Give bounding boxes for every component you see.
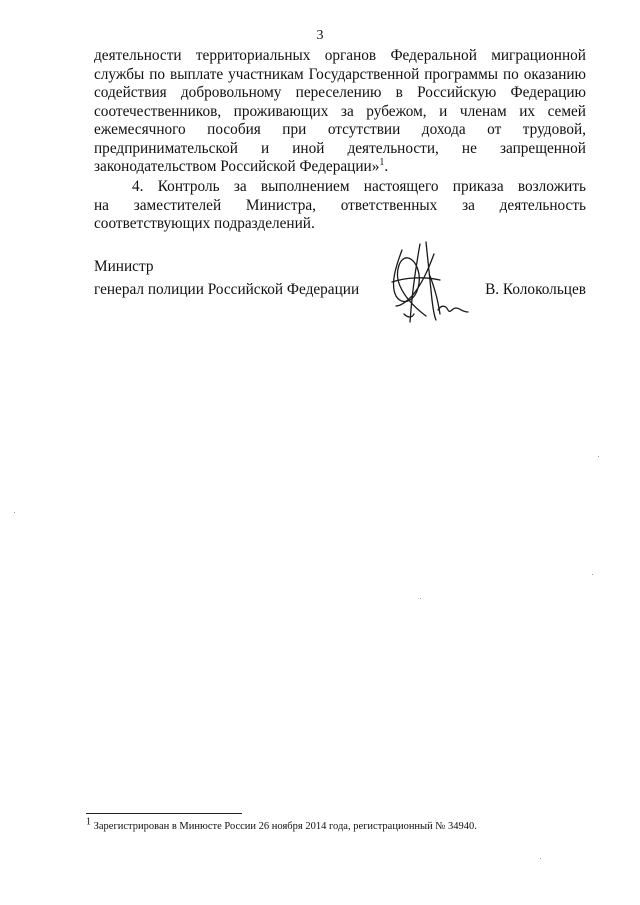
paragraph-1 <box>94 47 586 177</box>
paragraph-2 <box>94 178 586 234</box>
signatory-name: В. Колокольцев <box>485 281 586 298</box>
paragraph-1-line-7-text: законодательством Российской Федерации» <box>94 158 380 175</box>
paragraph-1-line-6: предпринимательской и иной деятельности, не запрещенной <box>94 139 586 157</box>
paragraph-1-line-3: содействия добровольному переселению в Российскую Федерацию <box>94 84 586 101</box>
paragraph-2-line-1: 4. Контроль за выполнением настоящего приказа возложить <box>132 178 586 195</box>
signature-block <box>94 258 586 338</box>
paragraph-2-line-2: на заместителей Министра, ответственных за деятельность <box>94 196 586 214</box>
handwritten-signature <box>382 236 482 336</box>
paragraph-1-end-period: . <box>384 158 389 175</box>
paragraph-2-line-3: соответствующих подразделений. <box>94 215 315 232</box>
footnote-text: Зарегистрирован в Минюсте России 26 ноября 2014 года, регистрационный № 34940. <box>91 821 477 832</box>
footnote <box>86 816 477 833</box>
footnote-marker: 1 <box>86 816 91 828</box>
signatory-title: Министр <box>94 258 154 275</box>
paragraph-1-line-7 <box>94 158 586 177</box>
paragraph-1-line-1: деятельности территориальных органов Федеральной миграционной <box>94 47 586 64</box>
paragraph-1-line-2: службы по выплате участникам Государственной программы по оказанию <box>94 65 586 83</box>
signatory-rank: генерал полиции Российской Федерации <box>94 281 360 298</box>
footnote-reference: 1 <box>379 156 385 168</box>
footnote-separator <box>86 813 242 814</box>
paragraph-1-line-4: соотечественников, проживающих за рубежом, и членам их семей <box>94 102 586 120</box>
page-number: 3 <box>316 28 324 43</box>
paragraph-1-line-5: ежемесячного пособия при отсутствии дохода от трудовой, <box>94 121 586 138</box>
